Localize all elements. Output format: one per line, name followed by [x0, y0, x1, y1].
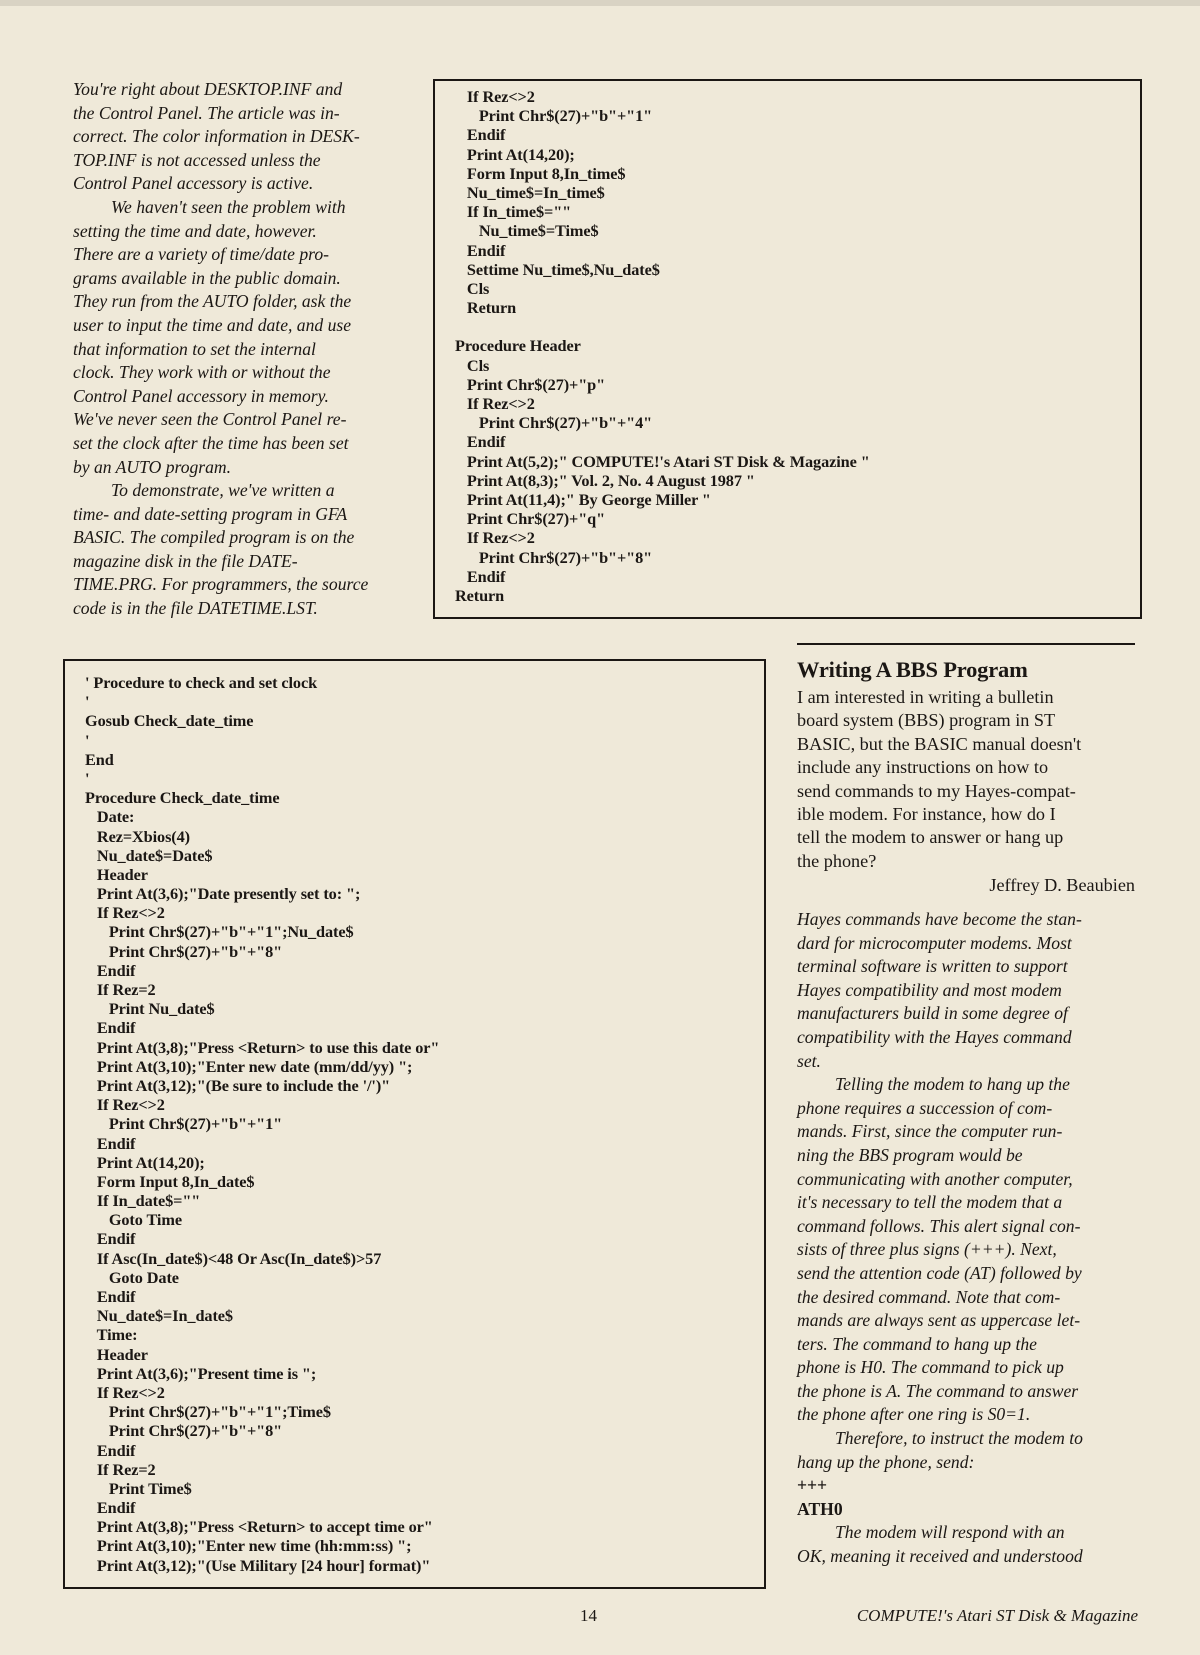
code-line: Form Input 8,In_time$ — [455, 163, 626, 183]
paragraph-line: setting the time and date, however. — [73, 220, 317, 241]
code-line: Rez=Xbios(4) — [85, 826, 190, 846]
code-line: If In_time$="" — [455, 202, 572, 222]
answer-line: sists of three plus signs (+++). Next, — [797, 1239, 1057, 1260]
code-line: Print At(3,12);"(Be sure to include the '/')" — [85, 1075, 391, 1095]
paragraph-line: There are a variety of time/date pro- — [73, 244, 330, 265]
publication-name: COMPUTE!'s Atari ST Disk & Magazine — [856, 1606, 1138, 1625]
editor-answer — [797, 908, 1142, 1569]
code-line: Endif — [85, 1440, 136, 1460]
section-heading: Writing A BBS Program — [797, 657, 1028, 682]
paragraph-line: the Control Panel. The article was in- — [73, 102, 340, 123]
code-line: Goto Time — [85, 1210, 182, 1230]
answer-line: the desired command. Note that com- — [797, 1286, 1061, 1307]
code-line: Header — [85, 1344, 148, 1364]
paragraph-line: by an AUTO program. — [73, 456, 232, 477]
answer-line: mands. First, since the computer run- — [797, 1121, 1063, 1142]
code-line — [455, 317, 870, 336]
code-line: Endif — [455, 240, 506, 260]
answer-line: send the attention code (AT) followed by — [797, 1262, 1082, 1283]
question-line: the phone? — [797, 850, 877, 871]
paragraph-line: To demonstrate, we've written a — [111, 480, 335, 501]
code-line: Print At(5,2);" COMPUTE!'s Atari ST Disk & Magazine " — [455, 451, 870, 471]
modem-command-line: ATH0 — [797, 1498, 843, 1519]
answer-line: ters. The command to hang up the — [797, 1333, 1037, 1354]
paragraph-line: correct. The color information in DESK- — [73, 126, 360, 147]
paragraph-line: You're right about DESKTOP.INF and — [73, 79, 343, 99]
answer-line: dard for microcomputer modems. Most — [797, 932, 1072, 953]
question-line: include any instructions on how to — [797, 757, 1049, 778]
code-line: If Asc(In_date$)<48 Or Asc(In_date$)>57 — [85, 1248, 382, 1268]
code-line: Print Chr$(27)+"b"+"4" — [455, 413, 653, 433]
code-line: Print Time$ — [85, 1478, 192, 1498]
paragraph-line: BASIC. The compiled program is on the — [73, 527, 355, 548]
code-line: Print At(3,8);"Press <Return> to use this date or" — [85, 1037, 440, 1057]
answer-line: Hayes commands have become the stan- — [797, 909, 1082, 929]
code-line: Print At(8,3);" Vol. 2, No. 4 August 1987 " — [455, 470, 755, 490]
code-line: Settime Nu_time$,Nu_date$ — [455, 259, 660, 279]
code-line: If Rez=2 — [85, 1459, 156, 1479]
code-listing-top — [455, 87, 870, 605]
question-line: I am interested in writing a bulletin — [797, 687, 1054, 707]
code-line: Procedure Header — [455, 336, 581, 356]
code-line: Print At(3,6);"Present time is "; — [85, 1363, 317, 1383]
code-line: Print Chr$(27)+"b"+"1" — [455, 106, 653, 126]
code-line: Print At(3,8);"Press <Return> to accept time or" — [85, 1517, 433, 1537]
answer-line: terminal software is written to support — [797, 956, 1068, 977]
code-listing-main — [85, 673, 439, 1575]
code-line: If Rez=2 — [85, 980, 156, 999]
code-line: End — [85, 749, 114, 769]
code-line: Form Input 8,In_date$ — [85, 1171, 255, 1191]
code-line: Gosub Check_date_time — [85, 711, 254, 731]
answer-line: compatibility with the Hayes command — [797, 1026, 1072, 1047]
paragraph-line: user to input the time and date, and use — [73, 314, 352, 335]
code-line: Endif — [455, 432, 506, 452]
code-line: Print Chr$(27)+"b"+"8" — [85, 1421, 283, 1441]
code-line: Cls — [455, 355, 490, 375]
page-number: 14 — [580, 1606, 597, 1625]
code-line: If Rez<>2 — [85, 1382, 165, 1402]
paragraph-line: TIME.PRG. For programmers, the source — [73, 574, 369, 595]
code-line: Return — [455, 298, 517, 318]
answer-line: Hayes compatibility and most modem — [797, 979, 1062, 1000]
paragraph-line: Control Panel accessory is active. — [73, 173, 314, 194]
code-line: Print Chr$(27)+"b"+"1";Time$ — [85, 1402, 331, 1422]
answer-line: it's necessary to tell the modem that a — [797, 1192, 1063, 1213]
code-line: Print Chr$(27)+"q" — [455, 509, 606, 529]
code-line: Procedure Check_date_time — [85, 788, 280, 808]
code-line: Endif — [85, 960, 136, 980]
paragraph-line: grams available in the public domain. — [73, 267, 341, 288]
question-line: send commands to my Hayes-compat- — [797, 780, 1076, 801]
code-line: Print At(11,4);" By George Miller " — [455, 489, 711, 509]
code-line: Header — [85, 864, 148, 884]
code-line: ' — [85, 768, 90, 788]
modem-command-line: +++ — [797, 1475, 828, 1496]
answer-line: communicating with another computer, — [797, 1168, 1073, 1189]
code-line: Print Chr$(27)+"b"+"8" — [85, 941, 283, 961]
code-line: If In_date$="" — [85, 1191, 201, 1211]
section-rule — [797, 643, 1135, 645]
paragraph-line: TOP.INF is not accessed unless the — [73, 149, 321, 170]
question-line: ible modem. For instance, how do I — [797, 804, 1056, 825]
paragraph-line: We've never seen the Control Panel re- — [73, 409, 347, 430]
code-line: Print Chr$(27)+"b"+"8" — [455, 547, 653, 567]
code-line: Cls — [455, 278, 490, 298]
code-line: Nu_time$=Time$ — [455, 221, 599, 241]
paragraph-line: clock. They work with or without the — [73, 362, 331, 383]
answer-line: Therefore, to instruct the modem to — [835, 1428, 1083, 1449]
code-line: Print Nu_date$ — [85, 999, 215, 1019]
paragraph-line: We haven't seen the problem with — [111, 196, 346, 217]
code-line: Print At(3,10);"Enter new time (hh:mm:ss) "; — [85, 1536, 412, 1556]
code-line: Goto Date — [85, 1267, 179, 1287]
reader-signature-wrap — [797, 874, 1135, 897]
paragraph-line: set the clock after the time has been set — [73, 432, 349, 453]
paragraph-line: They run from the AUTO folder, ask the — [73, 291, 352, 312]
question-line: tell the modem to answer or hang up — [797, 827, 1064, 848]
code-line: Return — [455, 585, 505, 605]
code-line: Print At(14,20); — [455, 144, 575, 164]
code-line: Print At(3,6);"Date presently set to: "; — [85, 884, 361, 904]
answer-line: hang up the phone, send: — [797, 1451, 975, 1472]
code-line: Nu_date$=In_date$ — [85, 1306, 233, 1326]
scan-edge — [0, 0, 1200, 6]
code-line: If Rez<>2 — [85, 903, 165, 923]
code-line: If Rez<>2 — [455, 528, 535, 548]
paragraph-line: Control Panel accessory in memory. — [73, 385, 329, 406]
answer-line: OK, meaning it received and understood — [797, 1546, 1083, 1567]
answer-line: phone is H0. The command to pick up — [797, 1357, 1064, 1378]
code-line: Nu_time$=In_time$ — [455, 182, 605, 202]
reader-signature: Jeffrey D. Beaubien — [989, 875, 1135, 895]
code-line: Print Chr$(27)+"p" — [455, 374, 606, 394]
code-line: Endif — [455, 125, 506, 145]
answer-line: manufacturers build in some degree of — [797, 1003, 1068, 1024]
code-line: Print At(3,12);"(Use Military [24 hour] format)" — [85, 1555, 431, 1575]
paragraph-line: magazine disk in the file DATE- — [73, 550, 298, 571]
code-line: Print Chr$(27)+"b"+"1";Nu_date$ — [85, 922, 354, 942]
answer-line: The modem will respond with an — [835, 1522, 1065, 1543]
code-line: Endif — [85, 1229, 136, 1249]
answer-line: set. — [797, 1050, 821, 1071]
paragraph-line: time- and date-setting program in GFA — [73, 503, 348, 524]
paragraph-line: that information to set the internal — [73, 338, 316, 359]
code-line: If Rez<>2 — [85, 1095, 165, 1115]
question-line: BASIC, but the BASIC manual doesn't — [797, 733, 1082, 754]
code-line: Date: — [85, 807, 135, 827]
code-line: If Rez<>2 — [455, 394, 535, 413]
answer-line: the phone after one ring is S0=1. — [797, 1404, 1031, 1425]
code-line: ' Procedure to check and set clock — [85, 673, 318, 692]
code-line: Print At(14,20); — [85, 1152, 205, 1172]
code-line: Endif — [85, 1133, 136, 1153]
code-line: Time: — [85, 1325, 138, 1345]
code-line: ' — [85, 692, 90, 712]
answer-line: ning the BBS program would be — [797, 1144, 1023, 1165]
code-line: Endif — [85, 1498, 136, 1518]
answer-line: Telling the modem to hang up the — [835, 1074, 1070, 1095]
answer-line: mands are always sent as uppercase let- — [797, 1310, 1081, 1331]
code-line: Endif — [455, 566, 506, 586]
code-line: Print Chr$(27)+"b"+"1" — [85, 1114, 283, 1134]
code-line: Endif — [85, 1018, 136, 1038]
paragraph-line: code is in the file DATETIME.LST. — [73, 598, 318, 619]
code-line: Print At(3,10);"Enter new date (mm/dd/yy) "; — [85, 1056, 413, 1076]
answer-line: phone requires a succession of com- — [797, 1097, 1053, 1118]
code-line: Nu_date$=Date$ — [85, 845, 213, 865]
answer-line: command follows. This alert signal con- — [797, 1215, 1081, 1236]
question-line: board system (BBS) program in ST — [797, 710, 1056, 731]
answer-line: the phone is A. The command to answer — [797, 1380, 1079, 1401]
code-line: Endif — [85, 1287, 136, 1306]
code-line: ' — [85, 730, 90, 750]
reader-question — [797, 686, 1142, 873]
editor-reply-column — [73, 78, 413, 621]
code-line: If Rez<>2 — [455, 87, 535, 106]
